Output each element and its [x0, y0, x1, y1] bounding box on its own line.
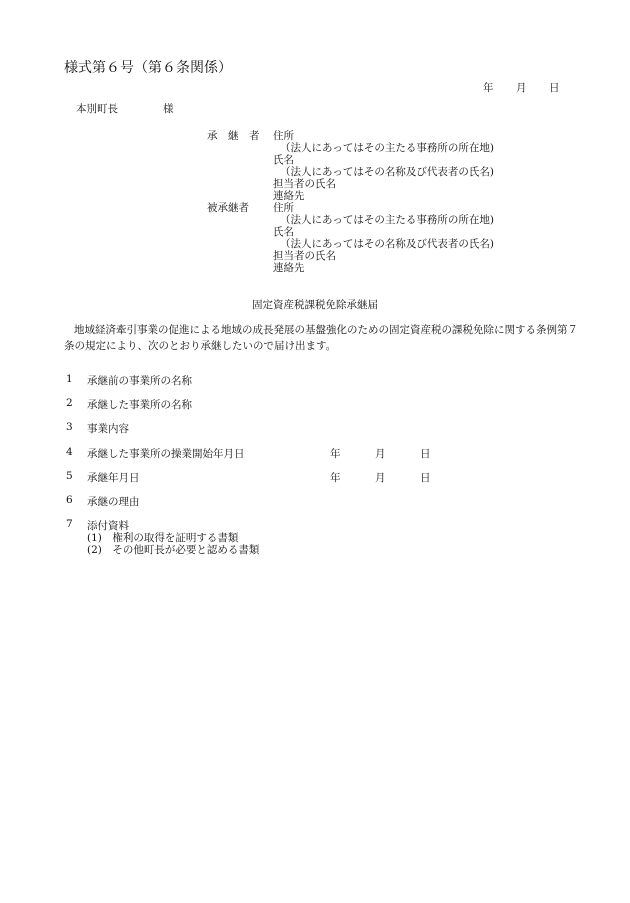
predecessor-name: 氏名 [273, 226, 294, 238]
date-month: 月 [516, 82, 527, 94]
item-label-6: 承継の理由 [87, 496, 140, 508]
date-year: 年 [483, 82, 494, 94]
body-text: 地域経済牽引事業の促進による地域の成長発展の基盤強化のための固定資産税の課税免除に関する条例第７条の規定により、次のとおり承継したいので届け出ます。 [64, 324, 578, 352]
addressee-suffix: 様 [163, 103, 174, 115]
item-number-1: 1 [66, 373, 73, 385]
item-label-5: 承継年月日 [87, 472, 140, 484]
item-5-month: 月 [375, 472, 386, 484]
item-label-7: 添付資料 [87, 520, 129, 532]
item-number-6: 6 [66, 494, 73, 506]
successor-address-note: （法人にあってはその主たる事務所の所在地) [280, 142, 494, 154]
successor-name-note: （法人にあってはその名称及び代表者の氏名) [280, 166, 494, 178]
document-title: 固定資産税課税免除承継届 [252, 299, 378, 311]
successor-address: 住所 [273, 130, 294, 142]
predecessor-contact-person: 担当者の氏名 [273, 250, 336, 262]
item-4-day: 日 [420, 448, 431, 460]
date-day: 日 [549, 82, 560, 94]
form-number: 様式第６号（第６条関係） [64, 60, 232, 76]
successor-role: 承 継 者 [207, 130, 260, 142]
item-label-4: 承継した事業所の操業開始年月日 [87, 448, 245, 460]
addressee [76, 102, 174, 117]
item-4-year: 年 [330, 448, 341, 460]
item-number-3: 3 [66, 421, 73, 433]
item-number-4: 4 [66, 446, 73, 458]
predecessor-role: 被承継者 [207, 202, 249, 214]
item-number-2: 2 [66, 397, 73, 409]
successor-contact-person: 担当者の氏名 [273, 178, 336, 190]
item-5-year: 年 [330, 472, 341, 484]
attachment-2: (2) その他町長が必要と認める書類 [87, 544, 260, 556]
predecessor-address: 住所 [273, 202, 294, 214]
item-number-7: 7 [66, 518, 73, 530]
attachment-1: (1) 権利の取得を証明する書類 [87, 532, 239, 544]
addressee-name: 本別町長 [76, 103, 118, 115]
item-label-1: 承継前の事業所の名称 [87, 375, 192, 387]
item-5-day: 日 [420, 472, 431, 484]
item-label-2: 承継した事業所の名称 [87, 399, 192, 411]
predecessor-name-note: （法人にあってはその名称及び代表者の氏名) [280, 238, 494, 250]
predecessor-address-note: （法人にあってはその主たる事務所の所在地) [280, 214, 494, 226]
item-number-5: 5 [66, 470, 73, 482]
predecessor-contact: 連絡先 [273, 262, 305, 274]
successor-contact: 連絡先 [273, 190, 305, 202]
item-4-month: 月 [375, 448, 386, 460]
successor-name: 氏名 [273, 154, 294, 166]
item-label-3: 事業内容 [87, 423, 129, 435]
